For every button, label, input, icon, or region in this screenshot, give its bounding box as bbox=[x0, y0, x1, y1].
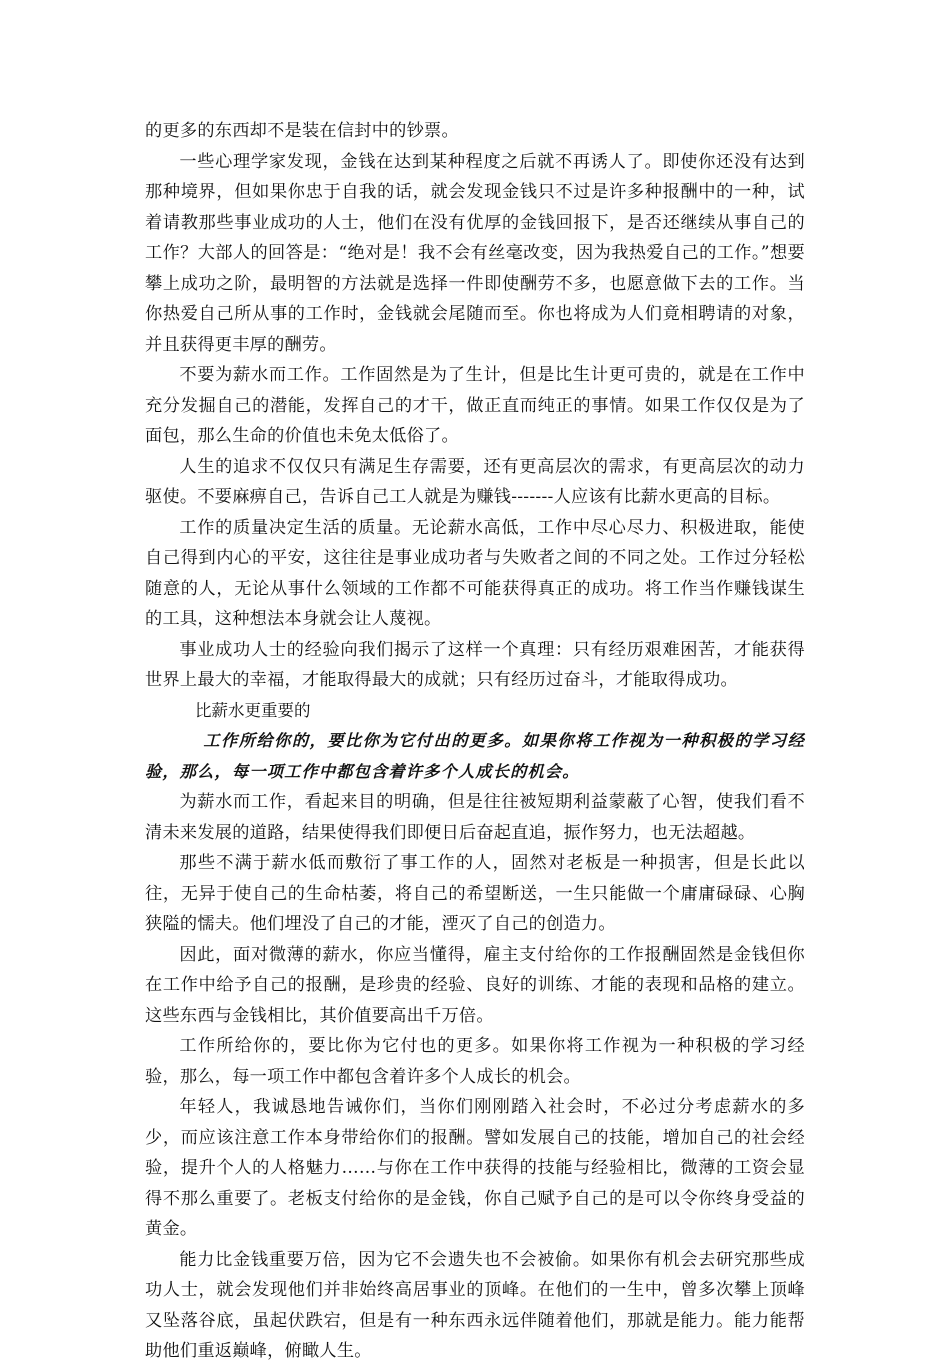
body-paragraph: 年轻人，我诚恳地告诫你们，当你们刚刚踏入社会时，不必过分考虑薪水的多少，而应该注意工作本身带给你们的报酬。譬如发展自己的技能，增加自己的社会经验，提升个人的人格魅力……与你在工作中获得的技能与经验相比，微薄的工资会显得不那么重要了。老板支付给你的是金钱，你自己赋予自己的是可以令你终身受益的黄金。 bbox=[145, 1097, 805, 1239]
body-paragraph: 工作的质量决定生活的质量。无论薪水高低，工作中尽心尽力、积极进取，能使自己得到内心的平安，这往往是事业成功者与失败者之间的不同之处。工作过分轻松随意的人，无论从事什么领域的工作都不可能获得真正的成功。将工作当作赚钱谋生的工具，这种想法本身就会让人蔑视。 bbox=[145, 517, 805, 629]
section-lead-quote: 工作所给你的，要比你为它付出的更多。如果你将工作视为一种积极的学习经验，那么，每一项工作中都包含着许多个人成长的机会。 bbox=[145, 731, 805, 781]
body-paragraph: 因此，面对微薄的薪水，你应当懂得，雇主支付给你的工作报酬固然是金钱但你在工作中给予自己的报酬，是珍贵的经验、良好的训练、才能的表现和品格的建立。这些东西与金钱相比，其价值要高出千万倍。 bbox=[145, 944, 805, 1026]
continuation-paragraph: 的更多的东西却不是装在信封中的钞票。 bbox=[145, 121, 459, 141]
body-paragraph: 那些不满于薪水低而敷衍了事工作的人，固然对老板是一种损害，但是长此以往，无异于使自己的生命枯萎，将自己的希望断送，一生只能做一个庸庸碌碌、心胸狭隘的懦夫。他们埋没了自己的才能，湮灭了自己的创造力。 bbox=[145, 853, 805, 934]
body-paragraph: 工作所给你的，要比你为它付也的更多。如果你将工作视为一种积极的学习经验，那么，每一项工作中都包含着许多个人成长的机会。 bbox=[145, 1036, 805, 1087]
section-heading: 比薪水更重要的 bbox=[195, 700, 311, 720]
body-paragraph: 一些心理学家发现，金钱在达到某种程度之后就不再诱人了。即使你还没有达到那种境界，但如果你忠于自我的话，就会发现金钱只不过是许多种报酬中的一种，试着请教那些事业成功的人士，他们在没有优厚的金钱回报下，是否还继续从事自己的工作？大部人的回答是：“绝对是！我不会有丝毫改变，因为我热爱自己的工作。”想要攀上成功之阶，最明智的方法就是选择一件即使酬劳不多，也愿意做下去的工作。当你热爱自己所从事的工作时，金钱就会尾随而至。你也将成为人们竟相聘请的对象，并且获得更丰厚的酬劳。 bbox=[145, 151, 805, 355]
body-paragraph: 不要为薪水而工作。工作固然是为了生计，但是比生计更可贵的，就是在工作中充分发掘自己的潜能，发挥自己的才干，做正直而纯正的事情。如果工作仅仅是为了面包，那么生命的价值也未免太低俗了。 bbox=[145, 365, 805, 446]
body-paragraph: 为薪水而工作，看起来目的明确，但是往往被短期利益蒙蔽了心智，使我们看不清未来发展的道路，结果使得我们即便日后奋起直追，振作努力，也无法超越。 bbox=[145, 792, 805, 843]
body-paragraph: 能力比金钱重要万倍，因为它不会遗失也不会被偷。如果你有机会去研究那些成功人士，就会发现他们并非始终高居事业的顶峰。在他们的一生中，曾多次攀上顶峰又坠落谷底，虽起伏跌宕，但是有一种东西永远伴随着他们，那就是能力。能力能帮助他们重返巅峰，俯瞰人生。 bbox=[145, 1249, 805, 1361]
document-body bbox=[145, 116, 805, 1367]
body-paragraph: 人生的追求不仅仅只有满足生存需要，还有更高层次的需求，有更高层次的动力驱使。不要麻痹自己，告诉自己工人就是为赚钱-------人应该有比薪水更高的目标。 bbox=[145, 456, 805, 507]
body-paragraph: 事业成功人士的经验向我们揭示了这样一个真理：只有经历艰难困苦，才能获得世界上最大的幸福，才能取得最大的成就；只有经历过奋斗，才能取得成功。 bbox=[145, 639, 805, 690]
